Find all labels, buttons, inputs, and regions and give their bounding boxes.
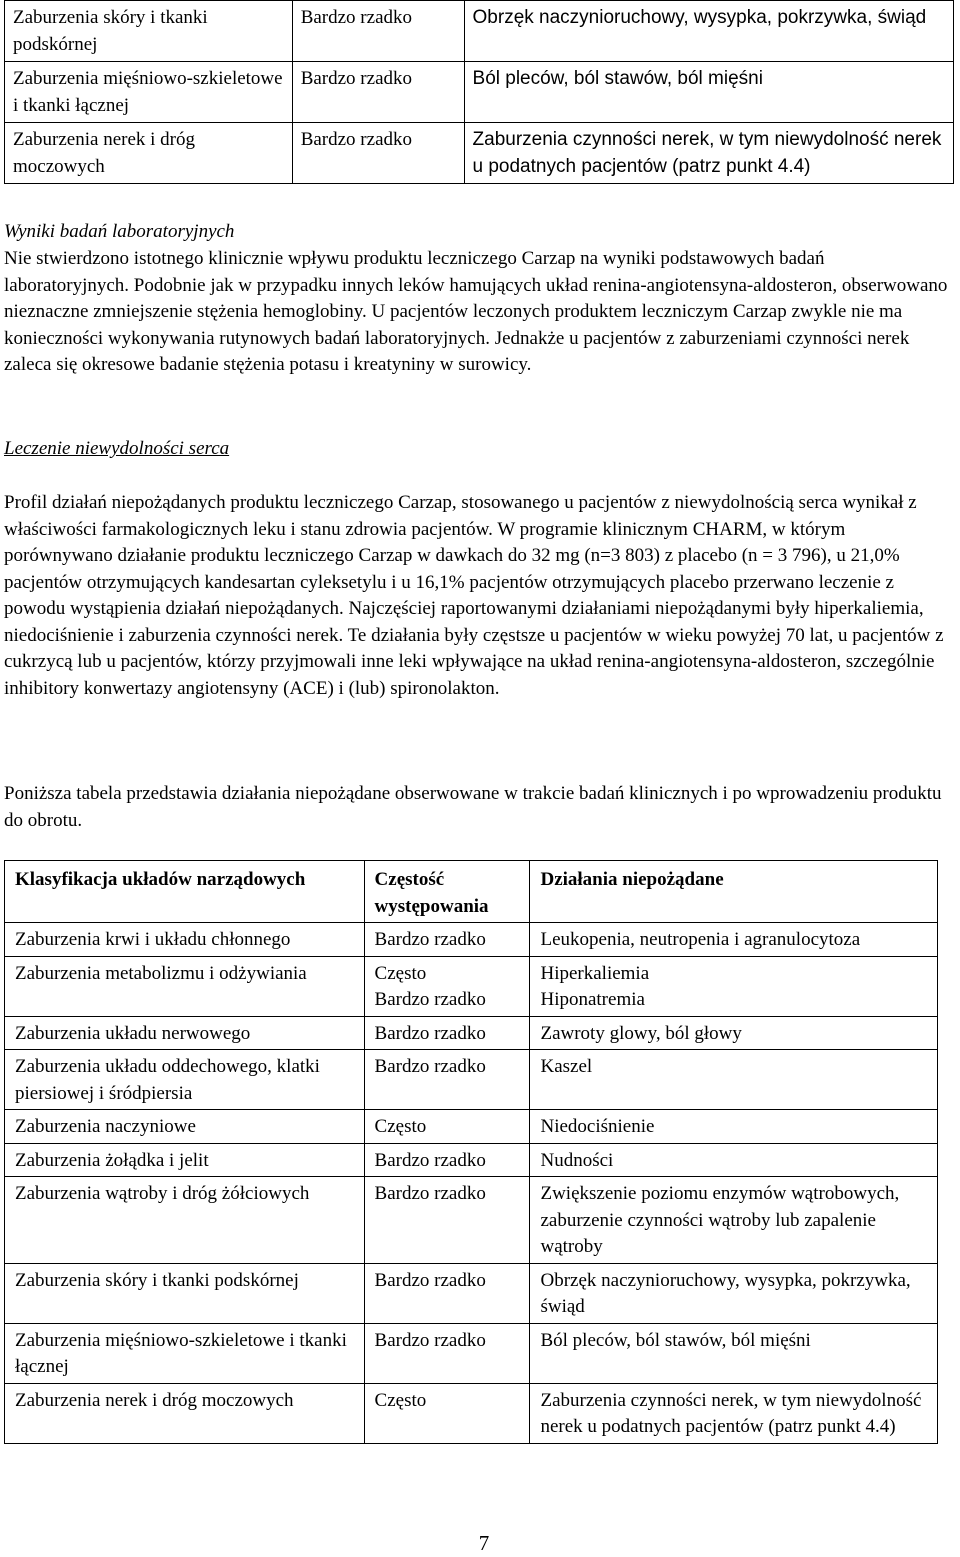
header-reaction: Działania niepożądane — [530, 861, 938, 923]
table-row — [5, 123, 954, 184]
frequency-cell — [364, 1016, 530, 1050]
organ-class-cell: Zaburzenia układu nerwowego — [5, 1016, 365, 1050]
organ-class-cell: Zaburzenia krwi i układu chłonnego — [5, 923, 365, 957]
frequency-value: Bardzo rzadko — [374, 929, 486, 950]
organ-class-cell: Zaburzenia układu oddechowego, klatki piersiowej i śródpiersia — [5, 1050, 365, 1110]
adverse-reactions-table — [4, 860, 938, 1444]
reaction-cell — [530, 1323, 938, 1383]
organ-class-cell: Zaburzenia metabolizmu i odżywiania — [5, 956, 365, 1016]
heart-failure-heading: Leczenie niewydolności serca — [4, 438, 230, 459]
reaction-value: Zawroty glowy, ból głowy — [540, 1022, 742, 1044]
reaction-cell: Ból pleców, ból stawów, ból mięśni — [464, 62, 953, 123]
table-row — [5, 1050, 938, 1110]
table-row — [5, 1143, 938, 1177]
reaction-value: Niedociśnienie — [540, 1116, 655, 1137]
reaction-cell — [530, 1016, 938, 1050]
frequency-value: Często — [374, 1389, 427, 1411]
reaction-cell — [530, 956, 938, 1016]
organ-class-cell: Zaburzenia skóry i tkanki podskórnej — [5, 1263, 365, 1323]
frequency-value: Bardzo rzadko — [374, 1269, 486, 1291]
frequency-value: Bardzo rzadko — [374, 1329, 486, 1351]
frequency-cell — [364, 1110, 530, 1144]
table-row — [5, 62, 954, 123]
heart-failure-paragraph: Profil działań niepożądanych produktu leczniczego Carzap, stosowanego u pacjentów z niewydolnością serca wynikał z właściwości farmakologicznych leku i stanu zdrowia pacjentów. W programie klinicznym CHARM, w którym porównywano działanie produktu leczniczego Carzap w dawkach do 32 mg (n=3 803) z placebo (n = 3 796), u 21,0% pacjentów otrzymujących kandesartan cyleksetylu i u 16,1% pacjentów otrzymujących placebo przerwano leczenie z powodu wystąpienia działań niepożądanych. Najczęściej raportowanymi działaniami niepożądanymi były hiperkaliemia, niedociśnienie i zaburzenia czynności nerek. Te działania były częstsze u pacjentów w wieku powyżej 70 lat, u pacjentów z cukrzycą lub u pacjentów, którzy przyjmowali inne leki wpływające na układ renina-angiotensyna-aldosteron, szczególnie inhibitory konwertazy angiotensyny (ACE) i (lub) spironolakton. — [4, 492, 944, 699]
frequency-cell: Bardzo rzadko — [292, 1, 464, 62]
table-row — [5, 1, 954, 62]
frequency-cell — [364, 923, 530, 957]
table-row — [5, 1323, 938, 1383]
frequency-cell — [364, 1143, 530, 1177]
reaction-value: Kaszel — [540, 1056, 593, 1077]
organ-class-cell: Zaburzenia mięśniowo-szkieletowe i tkanki łącznej — [5, 1323, 365, 1383]
reaction-cell — [530, 1383, 938, 1443]
reaction-cell — [530, 923, 938, 957]
organ-class-cell: Zaburzenia skóry i tkanki podskórnej — [5, 1, 293, 62]
table-header-row — [5, 861, 938, 923]
reaction-cell — [530, 1177, 938, 1264]
frequency-value: Bardzo rzadko — [374, 989, 486, 1010]
frequency-cell — [364, 1383, 530, 1443]
frequency-cell — [364, 956, 530, 1016]
reaction-value: Zwiększenie poziomu enzymów wątrobowych, zaburzenie czynności wątroby lub zapalenie wątroby — [540, 1183, 900, 1257]
organ-class-cell: Zaburzenia żołądka i jelit — [5, 1143, 365, 1177]
reaction-value: Obrzęk naczynioruchowy, wysypka, pokrzywka, świąd — [540, 1269, 911, 1317]
table-row — [5, 1177, 938, 1264]
top-adverse-reactions-table — [4, 0, 954, 184]
reaction-value: Ból pleców, ból stawów, ból mięśni — [540, 1329, 811, 1351]
header-organ-class: Klasyfikacja układów narządowych — [5, 861, 365, 923]
organ-class-cell: Zaburzenia mięśniowo-szkieletowe i tkanki łącznej — [5, 62, 293, 123]
frequency-cell — [364, 1263, 530, 1323]
frequency-cell — [364, 1050, 530, 1110]
frequency-value: Bardzo rzadko — [374, 1183, 486, 1204]
table-intro-paragraph: Poniższa tabela przedstawia działania niepożądane obserwowane w trakcie badań klinicznych i po wprowadzeniu produktu do obrotu. — [4, 783, 942, 831]
table-row — [5, 1263, 938, 1323]
table-row — [5, 1110, 938, 1144]
table-row — [5, 1383, 938, 1443]
lab-results-heading: Wyniki badań laboratoryjnych — [4, 221, 235, 242]
frequency-value: Bardzo rzadko — [374, 1149, 486, 1171]
reaction-cell — [530, 1143, 938, 1177]
reaction-cell: Obrzęk naczynioruchowy, wysypka, pokrzywka, świąd — [464, 1, 953, 62]
reaction-cell — [530, 1110, 938, 1144]
table-row — [5, 956, 938, 1016]
header-frequency: Częstość występowania — [364, 861, 530, 923]
lab-results-paragraph: Nie stwierdzono istotnego klinicznie wpływu produktu leczniczego Carzap na wyniki podstawowych badań laboratoryjnych. Podobnie jak w przypadku innych leków hamujących układ renina-angiotensyna-aldosteron, obserwowano nieznaczne zmniejszenie stężenia hemoglobiny. U pacjentów leczonych produktem leczniczym Carzap zwykle nie ma konieczności wykonywania rutynowych badań laboratoryjnych. Jednakże u pacjentów z zaburzeniami czynności nerek zaleca się okresowe badanie stężenia potasu i kreatyniny w surowicy. — [4, 248, 948, 375]
reaction-value: Leukopenia, neutropenia i agranulocytoza — [540, 929, 861, 950]
frequency-cell: Bardzo rzadko — [292, 123, 464, 184]
frequency-cell: Bardzo rzadko — [292, 62, 464, 123]
organ-class-cell: Zaburzenia nerek i dróg moczowych — [5, 1383, 365, 1443]
frequency-value: Często — [374, 1116, 427, 1137]
frequency-cell — [364, 1177, 530, 1264]
organ-class-cell: Zaburzenia nerek i dróg moczowych — [5, 123, 293, 184]
reaction-cell — [530, 1050, 938, 1110]
reaction-cell — [530, 1263, 938, 1323]
frequency-cell — [364, 1323, 530, 1383]
table-row — [5, 923, 938, 957]
table-row — [5, 1016, 938, 1050]
frequency-value: Bardzo rzadko — [374, 1022, 486, 1044]
frequency-value: Bardzo rzadko — [374, 1056, 486, 1077]
frequency-value: Często — [374, 962, 427, 984]
organ-class-cell: Zaburzenia naczyniowe — [5, 1110, 365, 1144]
reaction-value: Hiponatremia — [540, 989, 645, 1010]
reaction-value: Zaburzenia czynności nerek, w tym niewydolność nerek u podatnych pacjentów (patrz punkt 4.4) — [540, 1389, 922, 1437]
organ-class-cell: Zaburzenia wątroby i dróg żółciowych — [5, 1177, 365, 1264]
reaction-value: Hiperkaliemia — [540, 962, 650, 984]
reaction-cell: Zaburzenia czynności nerek, w tym niewydolność nerek u podatnych pacjentów (patrz punkt 4.4) — [464, 123, 953, 184]
page-number: 7 — [478, 1531, 490, 1555]
reaction-value: Nudności — [540, 1149, 614, 1171]
